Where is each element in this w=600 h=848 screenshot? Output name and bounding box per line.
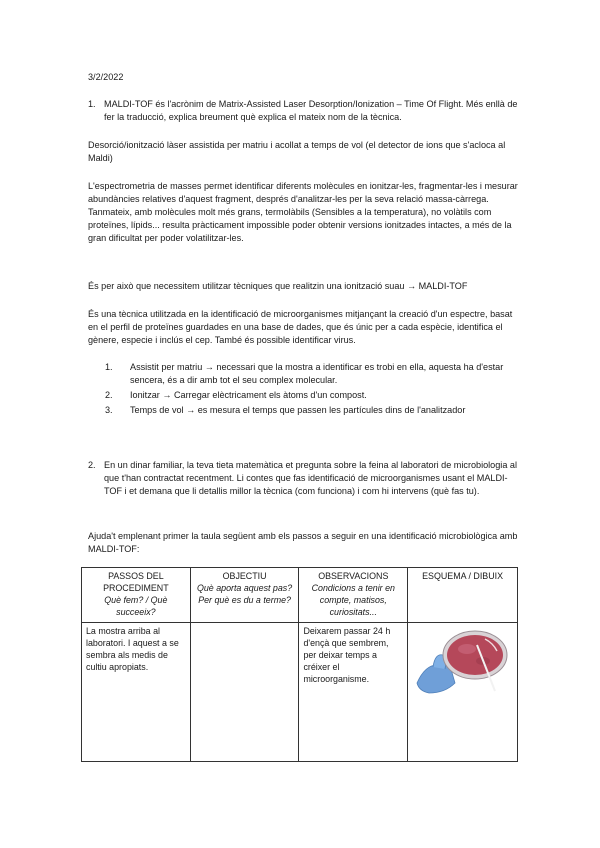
answer-paragraph-2: L'espectrometria de masses permet identificar diferents molècules en ionitzar-les, fragmentar-les i mesurar abundàncies relatives d'aquest fragment, després d'analitzar-les per la seva relació massa-càrrega. Tanmateix, amb molècules molt més grans, termolàbils (Sensibles a la temperatura), no volàtils com proteïnes, lípids... resulta pràcticament impossible poder obtenir versions ionitzades intactes, a més de la gran dificultat per poder volatilitzar-les. bbox=[88, 181, 518, 243]
cell-objective bbox=[190, 623, 299, 762]
list-item-text: Ionitzar → Carregar elèctricament els àtoms d'un compost. bbox=[130, 390, 367, 400]
cell-observations: Deixarem passar 24 h d'ençà que sembrem, per deixar temps a créixer el microorganisme. bbox=[299, 623, 408, 762]
list-item bbox=[105, 389, 515, 402]
question-1-number: 1. bbox=[88, 99, 96, 109]
cell-diagram bbox=[408, 623, 518, 762]
header-diagram-title: ESQUEMA / DIBUIX bbox=[422, 571, 504, 581]
cell-step: La mostra arriba al laboratori. I aquest a se sembra als medis de cultiu apropiats. bbox=[82, 623, 191, 762]
list-item-text: Temps de vol → es mesura el temps que passen les partícules dins de l'analitzador bbox=[130, 405, 466, 415]
list-item-number: 3. bbox=[105, 405, 113, 415]
header-observations-sub: Condicions a tenir en compte, matisos, curiositats... bbox=[311, 583, 395, 617]
list-item-number: 1. bbox=[105, 362, 113, 372]
numbered-list bbox=[105, 361, 515, 419]
list-item-text: Assistit per matriu → necessari que la mostra a identificar es trobi en ella, aquesta ha d'estar sencera, és a dir amb tot el seu complex molecular. bbox=[130, 362, 504, 385]
header-observations-title: OBSERVACIONS bbox=[318, 571, 389, 581]
table-row bbox=[82, 623, 518, 762]
answer-paragraph-1: Desorció/ionització làser assistida per matriu i acollat a temps de vol (el detector de ions que s'acloca al Maldi) bbox=[88, 140, 506, 163]
header-objective bbox=[190, 568, 299, 623]
question-1 bbox=[88, 98, 518, 124]
header-steps-sub: Què fem? / Què succeeix? bbox=[104, 595, 168, 617]
list-item-number: 2. bbox=[105, 390, 113, 400]
answer-paragraph-4: És una tècnica utilitzada en la identificació de microorganismes mitjançant la creació d'un espectre, basat en el perfil de proteïnes guardades en una base de dades, que és únic per a cada espècie, identifica el gènere, especie i inclús el cep. També és possible identificar virus. bbox=[88, 309, 513, 345]
header-diagram bbox=[408, 568, 518, 623]
list-item bbox=[105, 361, 515, 387]
list-item bbox=[105, 404, 515, 417]
table-intro: Ajuda't emplenant primer la taula següent amb els passos a seguir en una identificació microbiològica amb MALDI-TOF: bbox=[88, 531, 518, 554]
header-observations bbox=[299, 568, 408, 623]
header-steps-title: PASSOS DEL PROCEDIMENT bbox=[103, 571, 169, 593]
header-objective-title: OBJECTIU bbox=[222, 571, 267, 581]
document-date: 3/2/2022 bbox=[88, 72, 124, 82]
question-2 bbox=[88, 459, 518, 498]
header-objective-sub: Què aporta aquest pas? Per què es du a terme? bbox=[196, 583, 293, 605]
header-steps bbox=[82, 568, 191, 623]
table-header-row bbox=[82, 568, 518, 623]
question-2-number: 2. bbox=[88, 460, 96, 470]
procedure-table bbox=[81, 567, 518, 762]
answer-paragraph-3: És per això que necessitem utilitzar tècniques que realitzin una ionització suau → MALDI-TOF bbox=[88, 281, 468, 291]
petri-dish-image bbox=[415, 625, 511, 695]
question-2-text: En un dinar familiar, la teva tieta matemàtica et pregunta sobre la feina al laboratori de microbiologia al que t'han contractat recentment. Li contes que fas identificació de microorganismes usant el MALDI-TOF i et demana que li detallis millor la tècnica (com funciona) i com hi intervens (què fas tu). bbox=[104, 460, 517, 496]
question-1-text: MALDI-TOF és l'acrònim de Matrix-Assisted Laser Desorption/Ionization – Time Of Flight. Més enllà de fer la traducció, explica breument què explica el mateix nom de la tècnica. bbox=[104, 99, 518, 122]
